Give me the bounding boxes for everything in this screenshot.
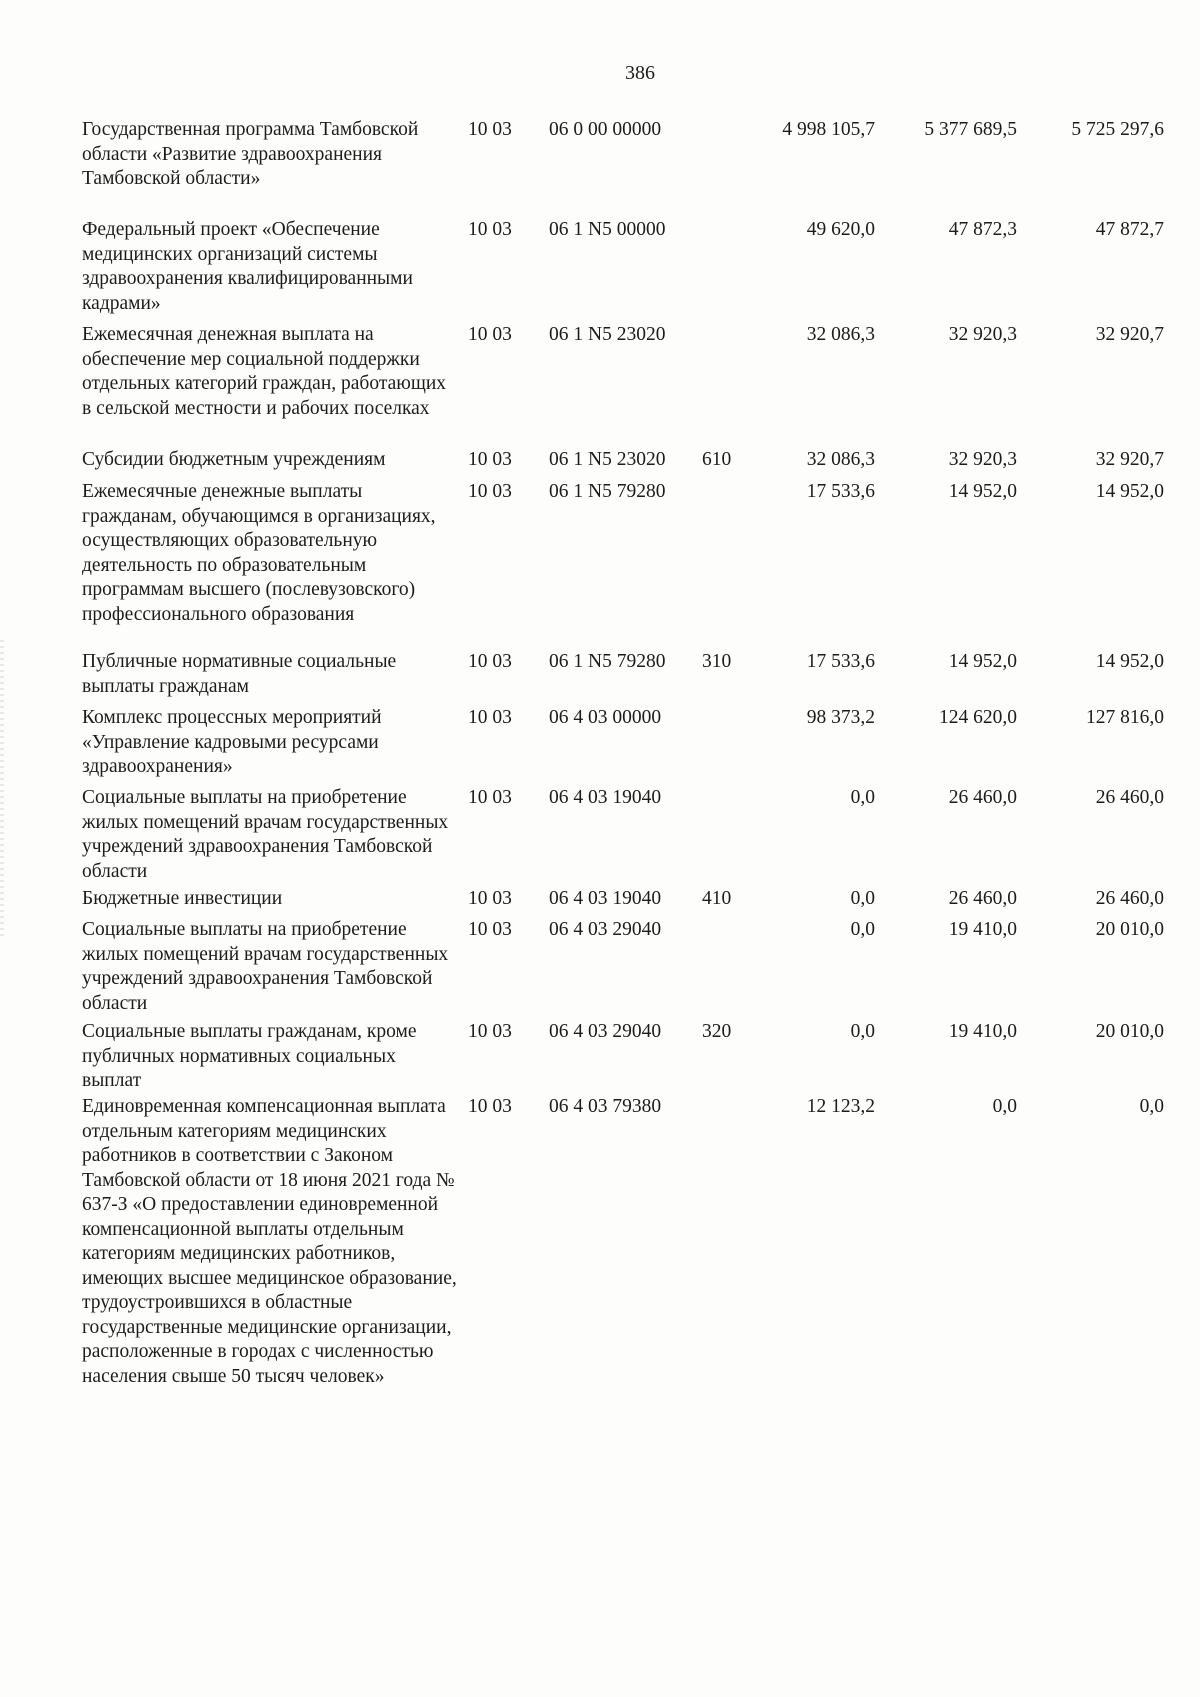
row-description: Федеральный проект «Обеспечение медицинских организаций системы здравоохранения квалифицированными кадрами» — [82, 219, 413, 314]
row-value-year-3: 127 816,0 — [1086, 707, 1164, 728]
scan-binding-edge — [0, 640, 4, 940]
row-section-code: 10 03 — [468, 787, 512, 808]
row-value-year-1: 0,0 — [850, 1021, 875, 1042]
row-section-code: 10 03 — [468, 919, 512, 940]
row-target-article: 06 4 03 19040 — [549, 888, 662, 909]
row-description: Ежемесячные денежные выплаты гражданам, обучающимся в организациях, осуществляющих образовательную деятельность по образовательным программам высшего (послевузовского) профессионального образования — [82, 481, 436, 625]
row-value-year-1: 49 620,0 — [806, 219, 875, 240]
row-value-year-2: 14 952,0 — [948, 481, 1017, 502]
row-value-year-3: 26 460,0 — [1095, 888, 1164, 909]
row-value-year-3: 47 872,7 — [1095, 219, 1164, 240]
row-value-year-2: 26 460,0 — [948, 787, 1017, 808]
row-value-year-1: 17 533,6 — [806, 651, 875, 672]
row-value-year-2: 0,0 — [992, 1096, 1017, 1117]
row-target-article: 06 4 03 79380 — [549, 1096, 662, 1117]
row-value-year-1: 4 998 105,7 — [782, 119, 875, 140]
row-value-year-3: 0,0 — [1139, 1096, 1164, 1117]
row-description: Социальные выплаты на приобретение жилых помещений врачам государственных учреждений здравоохранения Тамбовской области — [82, 919, 449, 1014]
row-target-article: 06 4 03 29040 — [549, 1021, 662, 1042]
row-section-code: 10 03 — [468, 1021, 512, 1042]
row-value-year-2: 124 620,0 — [939, 707, 1017, 728]
page-number: 386 — [625, 62, 655, 84]
row-value-year-1: 32 086,3 — [806, 449, 875, 470]
row-section-code: 10 03 — [468, 449, 512, 470]
row-value-year-2: 14 952,0 — [948, 651, 1017, 672]
row-target-article: 06 1 N5 00000 — [549, 219, 666, 240]
row-section-code: 10 03 — [468, 219, 512, 240]
row-description: Единовременная компенсационная выплата отдельным категориям медицинских работников в соответствии с Законом Тамбовской области от 18 июня 2021 года № 637-З «О предоставлении единовременной компенсационной выплаты отдельным категориям медицинских работников, имеющих высшее медицинское образование, трудоустроившихся в областные государственные медицинские организации, расположенные в городах с численностью населения свыше 50 тысяч человек» — [82, 1096, 457, 1387]
row-value-year-2: 5 377 689,5 — [924, 119, 1017, 140]
row-section-code: 10 03 — [468, 707, 512, 728]
row-value-year-1: 17 533,6 — [806, 481, 875, 502]
row-section-code: 10 03 — [468, 888, 512, 909]
row-value-year-2: 32 920,3 — [948, 324, 1017, 345]
row-value-year-2: 26 460,0 — [948, 888, 1017, 909]
row-section-code: 10 03 — [468, 324, 512, 345]
row-value-year-1: 12 123,2 — [806, 1096, 875, 1117]
row-section-code: 10 03 — [468, 651, 512, 672]
row-expense-type: 610 — [702, 449, 732, 470]
row-section-code: 10 03 — [468, 1096, 512, 1117]
row-value-year-3: 14 952,0 — [1095, 651, 1164, 672]
row-value-year-2: 19 410,0 — [948, 1021, 1017, 1042]
row-target-article: 06 1 N5 23020 — [549, 449, 666, 470]
row-value-year-2: 32 920,3 — [948, 449, 1017, 470]
row-description: Социальные выплаты гражданам, кроме публичных нормативных социальных выплат — [82, 1021, 417, 1091]
row-description: Комплекс процессных мероприятий «Управление кадровыми ресурсами здравоохранения» — [82, 707, 382, 777]
row-value-year-1: 0,0 — [850, 919, 875, 940]
row-expense-type: 310 — [702, 651, 732, 672]
row-expense-type: 320 — [702, 1021, 732, 1042]
row-value-year-3: 26 460,0 — [1095, 787, 1164, 808]
row-value-year-3: 5 725 297,6 — [1071, 119, 1164, 140]
row-value-year-1: 98 373,2 — [806, 707, 875, 728]
row-value-year-2: 19 410,0 — [948, 919, 1017, 940]
row-description: Публичные нормативные социальные выплаты гражданам — [82, 651, 397, 697]
row-description: Субсидии бюджетным учреждениям — [82, 449, 386, 470]
row-value-year-1: 0,0 — [850, 888, 875, 909]
row-value-year-1: 32 086,3 — [806, 324, 875, 345]
row-target-article: 06 4 03 00000 — [549, 707, 662, 728]
row-expense-type: 410 — [702, 888, 732, 909]
row-target-article: 06 1 N5 79280 — [549, 481, 666, 502]
row-section-code: 10 03 — [468, 481, 512, 502]
row-value-year-3: 20 010,0 — [1095, 919, 1164, 940]
row-value-year-3: 20 010,0 — [1095, 1021, 1164, 1042]
row-description: Социальные выплаты на приобретение жилых помещений врачам государственных учреждений здравоохранения Тамбовской области — [82, 787, 449, 882]
row-target-article: 06 1 N5 79280 — [549, 651, 666, 672]
row-target-article: 06 0 00 00000 — [549, 119, 662, 140]
row-description: Ежемесячная денежная выплата на обеспечение мер социальной поддержки отдельных категорий граждан, работающих в сельской местности и рабочих поселках — [82, 324, 447, 419]
row-value-year-3: 32 920,7 — [1095, 324, 1164, 345]
row-target-article: 06 4 03 19040 — [549, 787, 662, 808]
row-target-article: 06 1 N5 23020 — [549, 324, 666, 345]
row-value-year-2: 47 872,3 — [948, 219, 1017, 240]
row-section-code: 10 03 — [468, 119, 512, 140]
row-target-article: 06 4 03 29040 — [549, 919, 662, 940]
row-description: Бюджетные инвестиции — [82, 888, 283, 909]
row-value-year-1: 0,0 — [850, 787, 875, 808]
row-description: Государственная программа Тамбовской области «Развитие здравоохранения Тамбовской области» — [82, 119, 419, 189]
row-value-year-3: 14 952,0 — [1095, 481, 1164, 502]
row-value-year-3: 32 920,7 — [1095, 449, 1164, 470]
